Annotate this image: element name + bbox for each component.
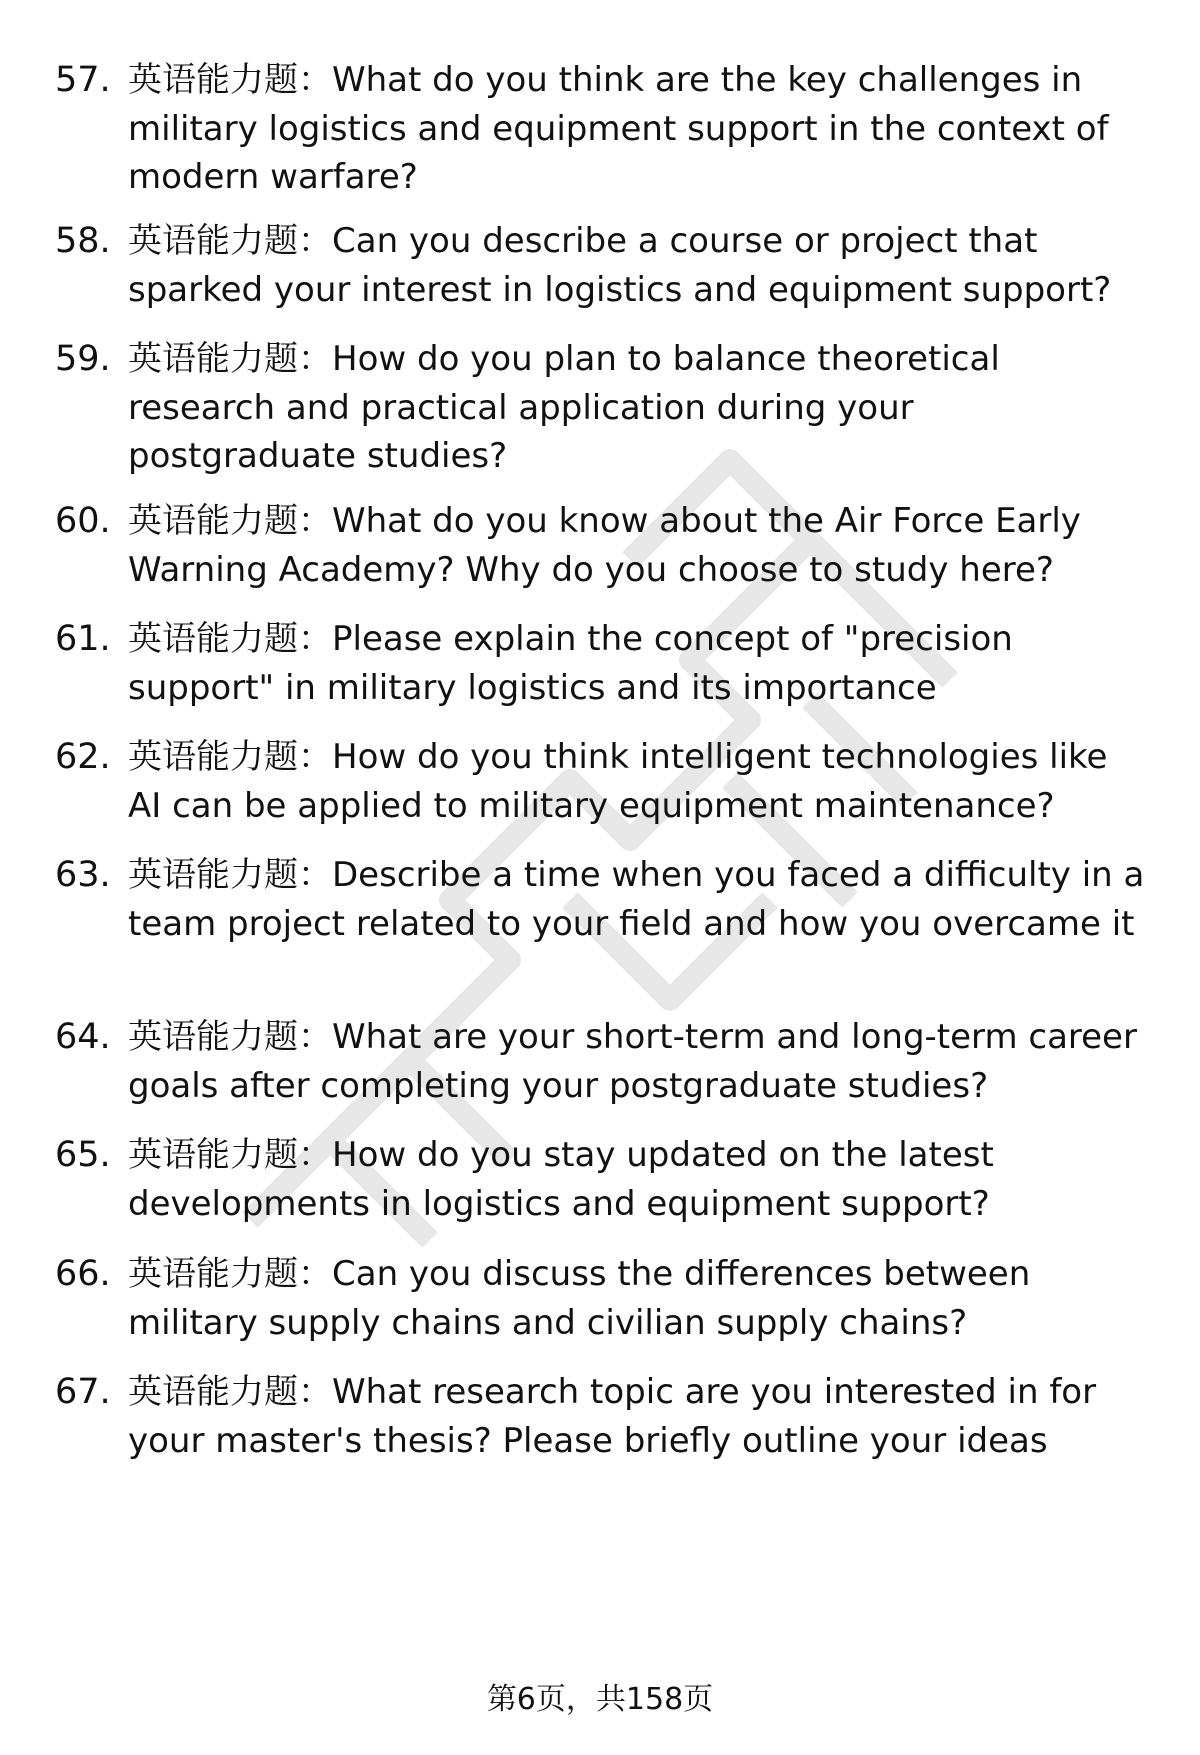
question-body <box>128 335 1155 481</box>
question-text: Can you discuss the differences between military supply chains and civilian supply chains? <box>128 1254 1031 1343</box>
question-number: 60. <box>55 501 111 541</box>
question-prefix: 英语能力题： <box>128 1017 332 1057</box>
question-number: 62. <box>55 737 111 777</box>
question-text: How do you stay updated on the latest developments in logistics and equipment support? <box>128 1135 994 1224</box>
question-body <box>128 851 1155 948</box>
question-item-63 <box>55 851 1155 948</box>
question-prefix: 英语能力题： <box>128 855 332 895</box>
question-body <box>128 56 1155 202</box>
question-body <box>128 1368 1155 1465</box>
question-prefix: 英语能力题： <box>128 339 332 379</box>
question-number: 63. <box>55 855 111 895</box>
question-item-59 <box>55 335 1155 481</box>
question-text: What do you know about the Air Force Early Warning Academy? Why do you choose to study here? <box>128 501 1081 590</box>
question-body <box>128 1250 1155 1347</box>
question-body <box>128 1013 1155 1110</box>
question-item-57 <box>55 56 1155 202</box>
question-number: 67. <box>55 1372 111 1412</box>
question-prefix: 英语能力题： <box>128 1135 332 1175</box>
question-prefix: 英语能力题： <box>128 1254 332 1294</box>
question-text: Can you describe a course or project that sparked your interest in logistics and equipment support? <box>128 221 1112 310</box>
question-text: What are your short-term and long-term career goals after completing your postgraduate studies? <box>128 1017 1137 1106</box>
question-prefix: 英语能力题： <box>128 619 332 659</box>
page-number-footer: 第6页，共158页 <box>486 1682 714 1717</box>
question-body <box>128 1131 1155 1228</box>
question-item-61 <box>55 615 1155 712</box>
question-item-60 <box>55 497 1155 594</box>
question-number: 65. <box>55 1135 111 1175</box>
question-text: What do you think are the key challenges in military logistics and equipment support in the context of modern warfare? <box>128 60 1109 197</box>
question-body <box>128 733 1155 830</box>
question-number: 66. <box>55 1254 111 1294</box>
question-item-64 <box>55 1013 1155 1110</box>
question-body <box>128 497 1155 594</box>
question-number: 61. <box>55 619 111 659</box>
question-item-67 <box>55 1368 1155 1465</box>
question-item-66 <box>55 1250 1155 1347</box>
question-number: 58. <box>55 221 111 261</box>
question-number: 57. <box>55 60 111 100</box>
question-prefix: 英语能力题： <box>128 501 332 541</box>
question-item-58 <box>55 217 1155 314</box>
question-text: How do you plan to balance theoretical research and practical application during your postgraduate studies? <box>128 339 1000 476</box>
question-text: How do you think intelligent technologies like AI can be applied to military equipment maintenance? <box>128 737 1108 826</box>
question-prefix: 英语能力题： <box>128 1372 332 1412</box>
question-body <box>128 615 1155 712</box>
question-prefix: 英语能力题： <box>128 737 332 777</box>
question-text: What research topic are you interested in for your master's thesis? Please briefly outline your ideas <box>128 1372 1097 1461</box>
question-text: Please explain the concept of "precision support" in military logistics and its importance <box>128 619 1013 708</box>
question-item-65 <box>55 1131 1155 1228</box>
question-prefix: 英语能力题： <box>128 221 332 261</box>
question-text: Describe a time when you faced a difficulty in a team project related to your field and how you overcame it <box>128 855 1145 944</box>
question-item-62 <box>55 733 1155 830</box>
question-number: 64. <box>55 1017 111 1057</box>
question-body <box>128 217 1155 314</box>
question-number: 59. <box>55 339 111 379</box>
question-prefix: 英语能力题： <box>128 60 332 100</box>
